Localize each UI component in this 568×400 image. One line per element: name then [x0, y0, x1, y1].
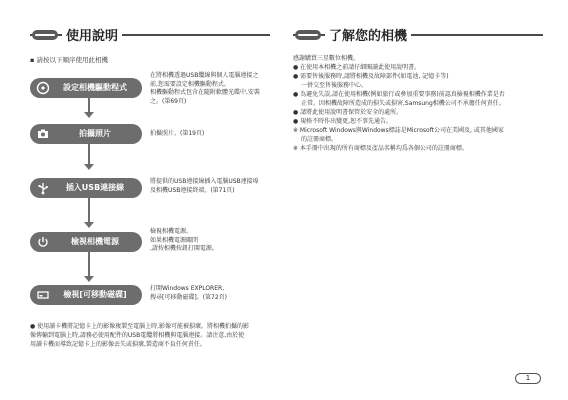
step-take-photo: [30, 124, 142, 144]
usb-icon: [36, 181, 50, 195]
step-check-removable-disk: [30, 285, 142, 305]
desc-line: 相機驅動程式包含在隨附軟體光碟中,安裝: [150, 89, 260, 96]
know-camera-text: [293, 54, 543, 153]
note-line: 像傳輸到電腦上時,請務必使用配件的USB電纜將相機與電腦連接。請注意,由於使: [30, 332, 245, 339]
flow-connector: [88, 198, 90, 222]
step-connect-usb: [30, 178, 142, 198]
desc-line: 如果相機電源關閉: [150, 236, 199, 244]
step-install-driver: [30, 78, 142, 98]
text-line: 一併交至售後服務中心。: [301, 82, 368, 89]
text-line: 的註冊商標。: [301, 136, 338, 143]
step-label: 設定相機驅動程式: [63, 83, 127, 92]
header-pill-icon: [295, 30, 321, 40]
drive-icon: [36, 288, 50, 302]
note-line: ● 使用讀卡機將記憶卡上的影像複製至電腦上時,影像可能被損壞。將相機拍攝的影: [30, 323, 250, 330]
text-line: 感謝購買三星數位相機。: [293, 55, 360, 62]
step-label: 插入USB連接線: [65, 183, 125, 192]
flow-connector: [88, 98, 90, 112]
desc-line: ,請按相機按鈕打開電源。: [150, 245, 218, 252]
text-line: ● 需要售後服務時,請將相機及故障部件(如電池, 記憶卡等): [293, 73, 449, 80]
step-label: 檢視[可移動磁碟]: [63, 290, 127, 299]
flow-arrow-icon: [84, 112, 94, 118]
step-label: 檢視相機電源: [71, 237, 119, 246]
card-reader-note: [30, 322, 278, 349]
header-pill-icon: [32, 30, 58, 40]
note-line: 用讀卡機而導致記憶卡上的影像丟失或損壞,製造商不負任何責任。: [30, 341, 206, 348]
section-header-know-camera: [293, 28, 543, 42]
desc-line: 拍攝照片。(第19頁): [150, 130, 205, 137]
step-desc-check-power: [150, 228, 280, 254]
text-line: ● 為避免失誤,請在使用相機(例如旅行或參加重要事務)前認真檢視相機作業是否: [293, 91, 505, 98]
text-line: ● 規格不時作出變更,恕不事先通告。: [293, 118, 393, 125]
flow-connector: [88, 252, 90, 276]
intro-text: ▪ 請按以下順序使用此相機: [30, 56, 108, 64]
text-line: ※ 本手冊中出現的所有商標及產品名稱均爲各個公司的註冊商標。: [293, 145, 468, 152]
desc-line: 打開Windows EXPLORER,: [150, 285, 225, 292]
step-desc-connect-usb: [150, 178, 280, 195]
desc-line: 及相機USB連接終端。(第71頁): [150, 186, 235, 194]
camera-icon: [36, 127, 50, 141]
step-desc-take-photo: [150, 130, 280, 139]
page-number: 1: [515, 373, 541, 384]
flow-arrow-icon: [84, 222, 94, 228]
text-line: ● 請將此使用說明書保管於安全的處所。: [293, 109, 403, 116]
desc-line: 檢視相機電源。: [150, 228, 193, 235]
power-icon: [36, 235, 50, 249]
section-title-know-camera: 了解您的相機: [325, 25, 411, 44]
flow-connector: [88, 144, 90, 164]
desc-line: 搜尋[可移動磁碟]。(第72頁): [150, 293, 227, 301]
step-desc-install-driver: [150, 72, 280, 106]
section-header-usage: [30, 28, 270, 42]
step-desc-check-removable-disk: [150, 285, 280, 302]
cd-icon: [36, 81, 50, 95]
section-title-usage: 使用說明: [62, 25, 122, 44]
desc-line: 之。(第69頁): [150, 97, 187, 105]
text-line: ● 在使用本相機之前請仔細閱讀此使用說明書。: [293, 64, 421, 71]
desc-line: 將提供的USB連接線插入電腦USB連接埠: [150, 178, 259, 185]
flow-arrow-icon: [84, 164, 94, 170]
step-label: 拍攝照片: [79, 129, 111, 138]
text-line: 正常。因相機故障所造成的損失或損害,Samsung相機公司不承擔任何責任。: [301, 100, 505, 107]
desc-line: 在將相機透過USB纜線與個人電腦連接之: [150, 72, 259, 79]
desc-line: 前,您需要設定相機驅動程式。: [150, 80, 230, 88]
flow-arrow-icon: [84, 276, 94, 282]
step-check-power: [30, 232, 142, 252]
text-line: ※ Microsoft Windows與Windows標誌是Microsoft公司在美國及, 或其他國家: [293, 127, 504, 134]
